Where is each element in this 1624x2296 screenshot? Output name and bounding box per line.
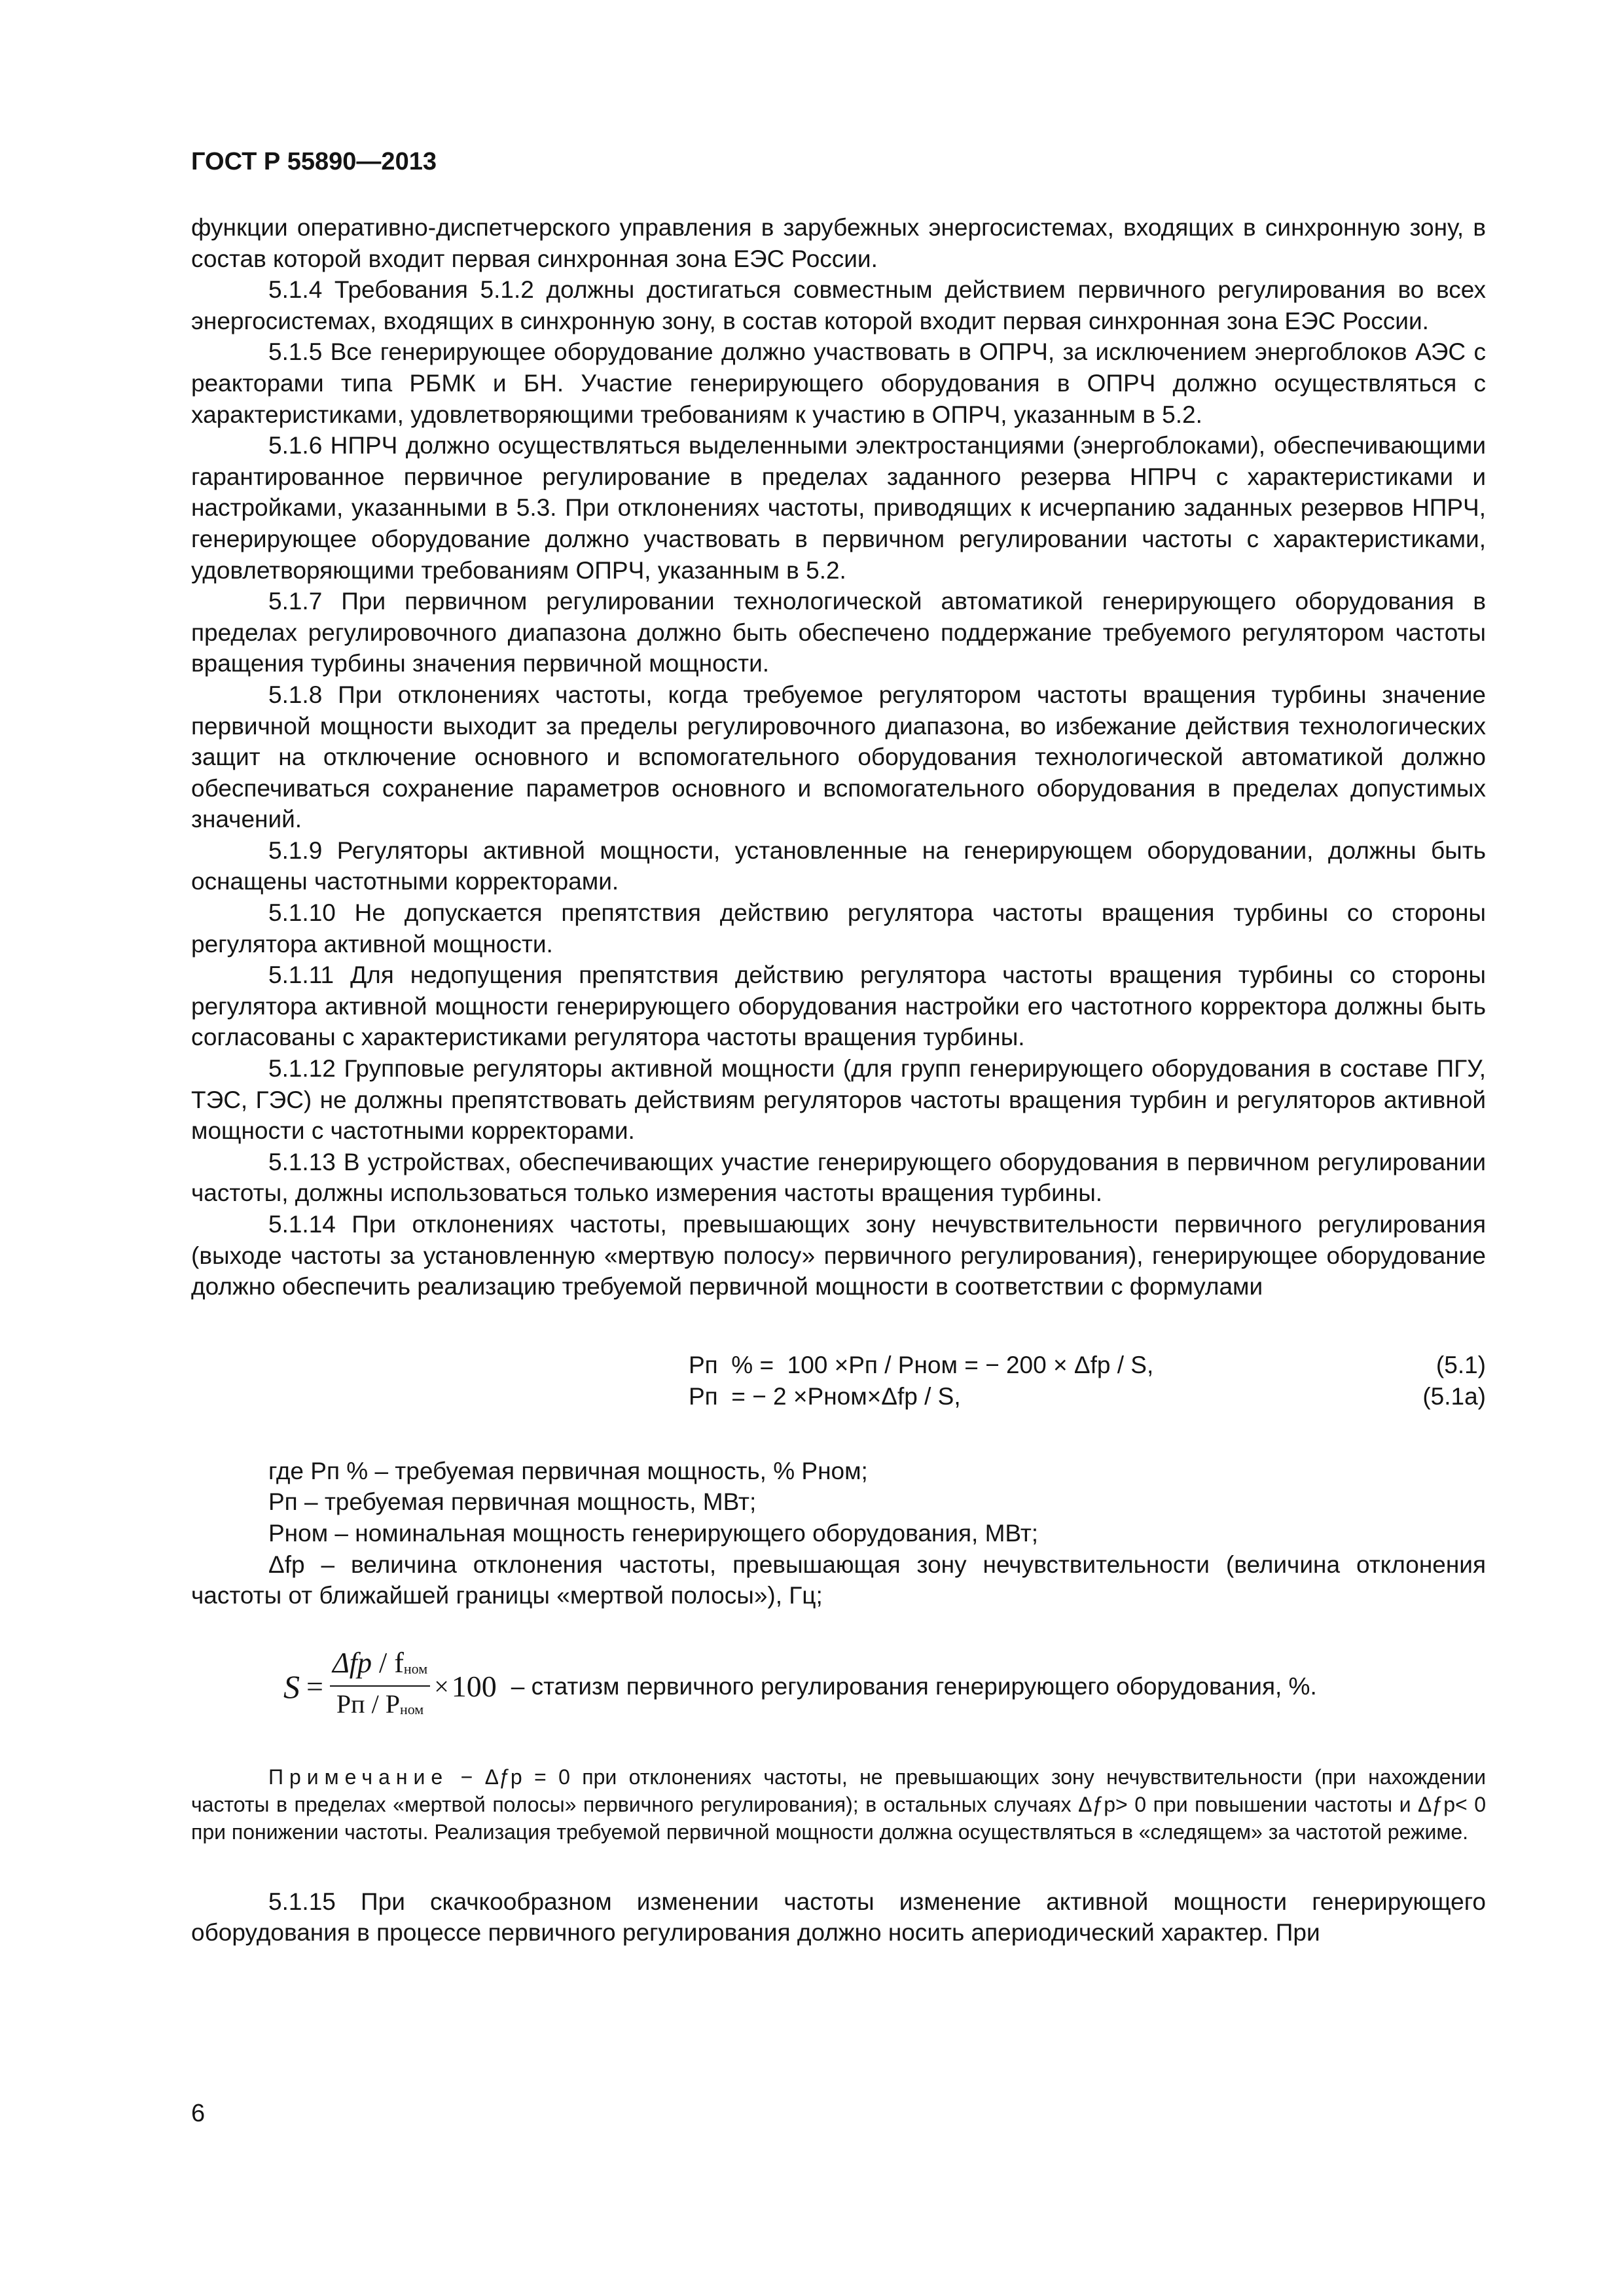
- paragraph-5-1-5: 5.1.5 Все генерирующее оборудование должно участвовать в ОПРЧ, за исключением энергоблоков АЭС с реакторами типа РБМК и БН. Участие генерирующего оборудования в ОПРЧ должно осуществляться с характеристиками, удовлетворяющими требованиям к участию в ОПРЧ, указанным в 5.2.: [191, 338, 1486, 428]
- paragraph-continuation: функции оперативно-диспетчерского управления в зарубежных энергосистемах, входящих в синхронную зону, в состав которой входит первая синхронная зона ЕЭС России.: [191, 214, 1486, 272]
- note-text: − Δƒр = 0 при отклонениях частоты, не превышающих зону нечувствительности (при нахождении частоты в пределах «мертвой полосы» первичного регулирования); в остальных случаях Δƒр> 0 при повышении частоты и Δƒр< 0 при понижении частоты. Реализация требуемой первичной мощности должна осуществляться в «следящем» за частотой режиме.: [191, 1765, 1486, 1844]
- statism-description: – статизм первичного регулирования генерирующего оборудования, %.: [511, 1672, 1317, 1700]
- paragraph-5-1-6: 5.1.6 НПРЧ должно осуществляться выделенными электростанциями (энергоблоками), обеспечивающими гарантированное первичное регулирование в пределах заданного резерва НПРЧ с характеристиками и настройками, указанными в 5.3. При отклонениях частоты, приводящих к исчерпанию заданных резервов НПРЧ, генерирующее оборудование должно участвовать в первичном регулировании частоты с характеристиками, удовлетворяющими требованиям ОПРЧ, указанным в 5.2.: [191, 432, 1486, 584]
- statism-symbol: S: [283, 1668, 300, 1705]
- paragraph-5-1-7: 5.1.7 При первичном регулировании технологической автоматикой генерирующего оборудования в пределах регулировочного диапазона должно быть обеспечено поддержание требуемого регулятором частоты вращения турбины значения первичной мощности.: [191, 588, 1486, 677]
- note-label: Примечание: [268, 1765, 449, 1789]
- statism-expression: [283, 1647, 497, 1726]
- paragraph-5-1-4: 5.1.4 Требования 5.1.2 должны достигаться совместным действием первичного регулирования во всех энергосистемах, входящих в синхронную зону, в состав которой входит первая синхронная зона ЕЭС России.: [191, 276, 1486, 334]
- definition-pp-percent: где Рп % – требуемая первичная мощность, % Рном;: [268, 1457, 868, 1484]
- formula-5-1a: Рп = − 2 ×Рном×Δfp / S,: [689, 1382, 961, 1410]
- formula-number-5-1: (5.1): [1435, 1351, 1486, 1378]
- document-header: ГОСТ Р 55890—2013: [191, 148, 437, 175]
- note: [191, 1763, 1486, 1846]
- hundred-factor: 100: [451, 1670, 497, 1704]
- formula-5-1: Рп % = 100 ×Рп / Рном = − 200 × Δfp / S,: [689, 1351, 1154, 1378]
- denominator-subscript: ном: [399, 1701, 424, 1718]
- definitions: [191, 1456, 1486, 1611]
- equals-sign: =: [306, 1670, 323, 1704]
- paragraph-5-1-13: 5.1.13 В устройствах, обеспечивающих участие генерирующего оборудования в первичном регулировании частоты, должны использоваться только измерения частоты вращения турбины.: [191, 1148, 1486, 1207]
- paragraph-5-1-14: 5.1.14 При отклонениях частоты, превышающих зону нечувствительности первичного регулирования (выходе частоты за установленную «мертвую полосу» первичного регулирования), генерирующее оборудование должно обеспечить реализацию требуемой первичной мощности в соответствии с формулами: [191, 1211, 1486, 1300]
- multiply-sign: ×: [434, 1672, 449, 1702]
- numerator-subscript: ном: [403, 1660, 428, 1677]
- paragraph-5-1-12: 5.1.12 Групповые регуляторы активной мощности (для групп генерирующего оборудования в составе ПГУ, ТЭС, ГЭС) не должны препятствовать действиям регуляторов частоты вращения турбин и регуляторов активной мощности с частотными корректорами.: [191, 1055, 1486, 1145]
- definition-pnom: Рном – номинальная мощность генерирующего оборудования, МВт;: [268, 1519, 1039, 1547]
- page-number: 6: [191, 2100, 206, 2127]
- statism-formula: [283, 1647, 1486, 1723]
- formula-number-5-1a: (5.1а): [1422, 1382, 1486, 1410]
- paragraph-5-1-15: 5.1.15 При скачкообразном изменении частоты изменение активной мощности генерирующего оборудования в процессе первичного регулирования должно носить апериодический характер. При: [191, 1888, 1486, 1946]
- definition-pp: Рп – требуемая первичная мощность, МВт;: [268, 1488, 757, 1516]
- paragraph-5-1-8: 5.1.8 При отклонениях частоты, когда требуемое регулятором частоты вращения турбины значение первичной мощности выходит за пределы регулировочного диапазона, во избежание действия технологических защит на отключение основного и вспомогательного оборудования технологической автоматикой должно обеспечиваться сохранение параметров основного и вспомогательного оборудования в пределах допустимых значений.: [191, 681, 1486, 833]
- denominator-main: Рп / Р: [336, 1689, 400, 1719]
- paragraph-5-1-10: 5.1.10 Не допускается препятствия действию регулятора частоты вращения турбины со стороны регулятора активной мощности.: [191, 899, 1486, 958]
- formula-block: [191, 1350, 1486, 1412]
- statism-fraction: [330, 1647, 430, 1726]
- numerator-delta-fp: Δfp: [332, 1647, 372, 1679]
- numerator-rest: / f: [372, 1647, 404, 1679]
- definition-delta-fp: Δfp – величина отклонения частоты, превышающая зону нечувствительности (величина отклонения частоты от ближайшей границы «мертвой полосы»), Гц;: [191, 1551, 1486, 1609]
- fraction-denominator: [334, 1687, 426, 1726]
- paragraph-5-1-9: 5.1.9 Регуляторы активной мощности, установленные на генерирующем оборудовании, должны быть оснащены частотными корректорами.: [191, 836, 1486, 895]
- paragraph-5-1-11: 5.1.11 Для недопущения препятствия действию регулятора частоты вращения турбины со стороны регулятора активной мощности генерирующего оборудования настройки его частотного корректора должны быть согласованы с характеристиками регулятора частоты вращения турбины.: [191, 961, 1486, 1051]
- document-page: [191, 147, 1486, 1948]
- fraction-numerator: [330, 1647, 430, 1687]
